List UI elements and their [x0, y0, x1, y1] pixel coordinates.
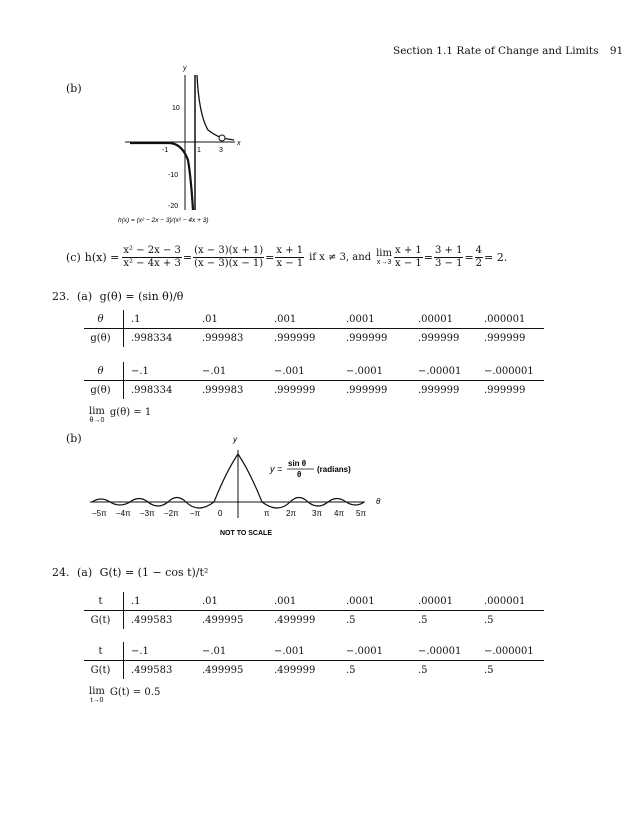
problem-24-part-a: (a) [77, 566, 93, 579]
cell: −.1 [124, 362, 203, 381]
cell: .0001 [346, 592, 418, 611]
row-label: G(t) [84, 661, 124, 680]
problem-23-number: 23. [52, 290, 70, 303]
cell: .5 [346, 614, 356, 626]
part-c-result: = 2. [484, 251, 508, 264]
cell: −.0001 [346, 362, 418, 381]
fraction-2: $\frac{(x - 3)(x + 1)}{(x - 3)(x - 1)}$ [194, 245, 264, 269]
cell: .999999 [418, 332, 460, 344]
not-to-scale-note: NOT TO SCALE [220, 530, 272, 537]
cell: .999999 [274, 332, 316, 344]
table-23-negative [84, 362, 544, 399]
cell: .01 [202, 310, 274, 329]
cell: −.000001 [484, 362, 544, 381]
cell: .499995 [202, 614, 244, 626]
cell: −.1 [124, 642, 203, 661]
page-number: 91 [609, 45, 624, 57]
tick-label: −π [190, 509, 201, 518]
cell: −.000001 [484, 642, 544, 661]
rational-function-graph [110, 60, 250, 225]
limit-operator: lim t→0 [89, 686, 105, 704]
table-row [84, 642, 544, 661]
row-label: g(θ) [84, 381, 124, 400]
part-c-lhs: h(x) = [84, 251, 120, 264]
cell: −.01 [202, 642, 274, 661]
row-label: θ [84, 362, 124, 381]
fn-prefix: y = [270, 464, 283, 474]
table-24-negative [84, 642, 544, 679]
cell: −.01 [202, 362, 274, 381]
tick-label-neg10: -10 [168, 172, 179, 179]
tick-label: 2π [286, 509, 296, 518]
fraction-4: $\frac{x + 1}{x - 1}$ [395, 245, 422, 269]
tick-label: 5π [356, 509, 366, 518]
condition-text: if x ≠ 3, and [309, 252, 372, 263]
tick-label: −4π [116, 509, 131, 518]
fraction-1: $\frac{\text{x² − 2x − 3}}{\text{x² − 4x + 3}}$ [123, 245, 181, 269]
tick-label: 0 [218, 509, 223, 518]
table-23-positive [84, 310, 544, 347]
tick-label: 3π [312, 509, 322, 518]
cell: .0001 [346, 310, 418, 329]
cell: .999999 [274, 384, 316, 396]
cell: .499999 [274, 614, 316, 626]
cell: .01 [202, 592, 274, 611]
tick-label-10: 10 [172, 105, 180, 112]
cell: .999999 [484, 384, 526, 396]
limit-operator: lim θ→0 [89, 406, 105, 424]
cell: .5 [346, 664, 356, 676]
table-row [84, 362, 544, 381]
table-row [84, 381, 544, 400]
row-label: t [84, 642, 124, 661]
table-row [84, 310, 544, 329]
fn-denominator: θ [297, 470, 302, 479]
table-24-positive [84, 592, 544, 629]
fraction-3: $\frac{x + 1}{x - 1}$ [276, 245, 304, 269]
running-header [393, 45, 623, 57]
problem-24-function: G(t) = (1 − cos t)/t² [99, 566, 209, 579]
table-row [84, 661, 544, 680]
cell: .1 [124, 592, 203, 611]
row-label: θ [84, 310, 124, 329]
cell: .499583 [131, 614, 173, 626]
fraction-5: $\frac{3 + 1}{3 - 1}$ [434, 245, 463, 269]
fn-numerator: sin θ [288, 459, 307, 468]
cell: .999999 [346, 332, 388, 344]
row-label: g(θ) [84, 329, 124, 348]
tick-label-3: 3 [219, 147, 223, 154]
cell: .001 [274, 310, 346, 329]
sinc-graph [80, 432, 500, 542]
part-c-label: (c) [66, 251, 81, 264]
cell: −.0001 [346, 642, 418, 661]
tick-label: 4π [334, 509, 344, 518]
tick-label: −2π [164, 509, 179, 518]
row-label: t [84, 592, 124, 611]
limit-expression: g(θ) = 1 [109, 407, 152, 418]
cell: .5 [484, 664, 494, 676]
tick-label: −3π [140, 509, 155, 518]
cell: .999999 [346, 384, 388, 396]
cell: .1 [124, 310, 203, 329]
cell: .5 [418, 614, 428, 626]
row-label: G(t) [84, 611, 124, 630]
fraction-6: $\frac{4}{2}$ [475, 245, 483, 269]
problem-23-part-a: (a) [77, 290, 93, 303]
cell: .000001 [484, 310, 544, 329]
tick-label: π [264, 509, 270, 518]
cell: .999999 [418, 384, 460, 396]
table-row [84, 592, 544, 611]
cell: .499583 [131, 664, 173, 676]
tick-label-1: 1 [197, 147, 201, 154]
part-b-label: (b) [66, 82, 82, 95]
section-title: Section 1.1 Rate of Change and Limits [393, 45, 599, 57]
hole-point [219, 135, 225, 141]
table-row [84, 611, 544, 630]
fn-suffix: (radians) [317, 465, 351, 474]
cell: .999983 [202, 384, 244, 396]
cell: −.00001 [418, 642, 484, 661]
limit-expression: G(t) = 0.5 [109, 687, 161, 698]
tick-label: −5π [92, 509, 107, 518]
limit-operator: lim x→3 [376, 248, 392, 266]
problem-23-function: g(θ) = (sin θ)/θ [99, 290, 184, 303]
problem-24-heading [52, 566, 208, 579]
problem-24-number: 24. [52, 566, 70, 579]
cell: .00001 [418, 592, 484, 611]
graph-caption: h(x) = (x² − 2x − 3)/(x² − 4x + 3) [118, 217, 209, 224]
cell: .499999 [274, 664, 316, 676]
cell: −.001 [274, 362, 346, 381]
cell: .998334 [131, 384, 173, 396]
part-c-equation: (c) h(x) = $\frac{\text{x² − 2x − 3}}{\text{x² − 4x + 3}}$ = $\frac{(x - 3)(x + 1)}{(x - 3)(x - 1)}$ = $\frac{x + 1}{x - 1}$ if x ≠ 3, and lim x→3 $\frac{x + 1}{x - 1}$ = $\frac{3 + 1}{3 - 1}$ = $\frac{4}{2}$ = 2. [66, 245, 508, 269]
cell: .999983 [202, 332, 244, 344]
sinc-curve [92, 454, 364, 508]
cell: .5 [484, 614, 494, 626]
cell: .5 [418, 664, 428, 676]
cell: .00001 [418, 310, 484, 329]
right-branch [197, 75, 234, 140]
sinc-y-label: y [233, 435, 237, 444]
limit-24 [88, 687, 160, 704]
tick-label-neg1: -1 [162, 147, 169, 154]
cell: .998334 [131, 332, 173, 344]
theta-axis-label: θ [376, 497, 381, 506]
graph-y-label: y [183, 65, 187, 72]
cell: .000001 [484, 592, 544, 611]
cell: −.001 [274, 642, 346, 661]
problem-23-heading [52, 290, 183, 303]
cell: .999999 [484, 332, 526, 344]
problem-23-part-b: (b) [66, 432, 82, 445]
graph-x-label: x [237, 140, 241, 147]
cell: .499995 [202, 664, 244, 676]
tick-label-neg20: -20 [168, 203, 179, 210]
cell: .001 [274, 592, 346, 611]
limit-23 [88, 407, 151, 424]
cell: −.00001 [418, 362, 484, 381]
table-row [84, 329, 544, 348]
